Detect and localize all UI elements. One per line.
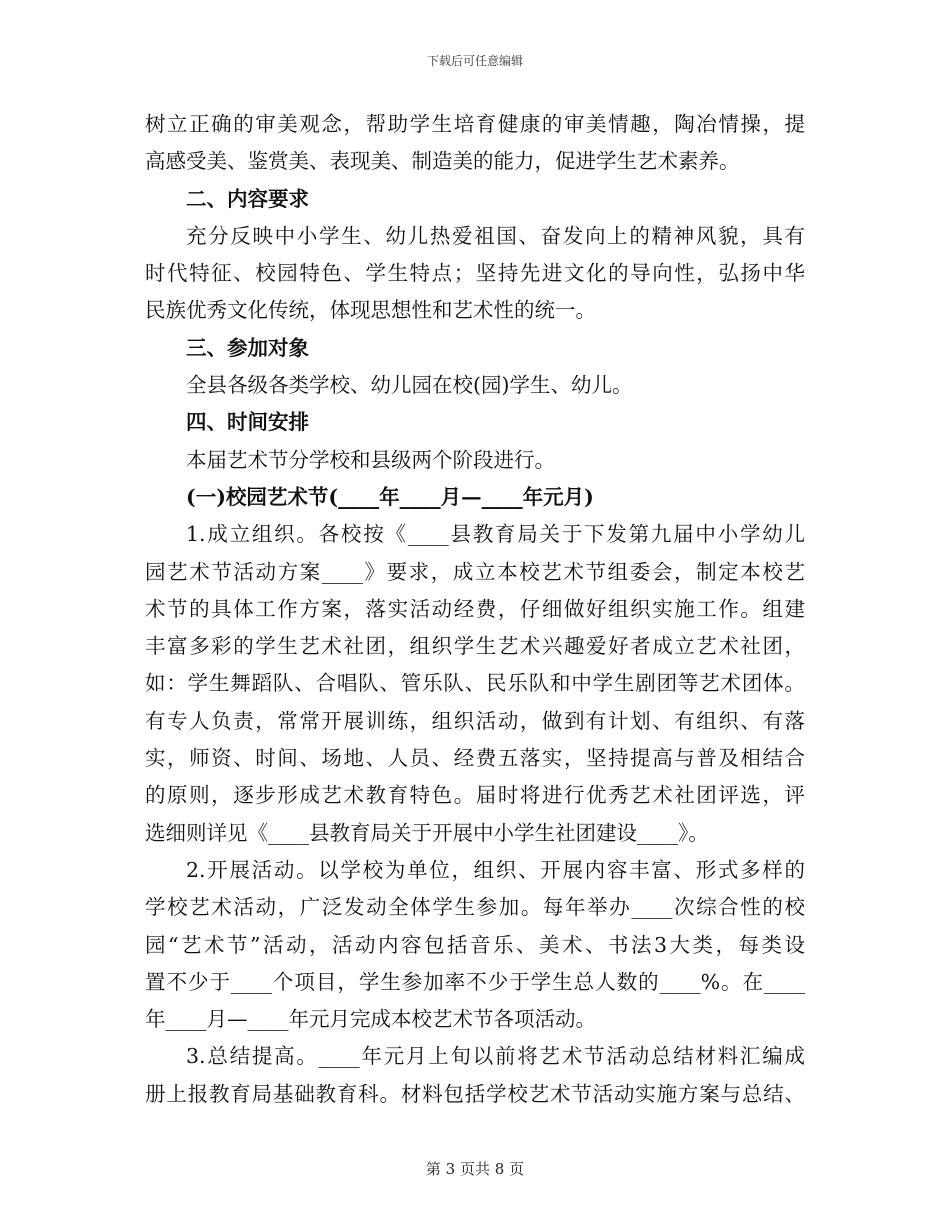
document-body xyxy=(145,106,805,1113)
paragraph-line: 置不少于____个项目，学生参加率不少于学生总人数的____%。在____ xyxy=(145,969,805,994)
paragraph-line: 2.开展活动。以学校为单位，组织、开展内容丰富、形式多样的 xyxy=(186,857,805,882)
paragraph-line: 本届艺术节分学校和县级两个阶段进行。 xyxy=(186,447,555,472)
paragraph-line: 民族优秀文化传统，体现思想性和艺术性的统一。 xyxy=(145,298,596,323)
paragraph-line: 高感受美、鉴赏美、表现美、制造美的能力，促进学生艺术素养。 xyxy=(145,149,740,174)
paragraph-line: 学校艺术活动，广泛发动全体学生参加。每年举办____次综合性的校 xyxy=(145,895,805,920)
section-heading: 三、参加对象 xyxy=(186,335,309,360)
paragraph-line: 年____月—____年元月完成本校艺术节各项活动。 xyxy=(145,1007,596,1032)
paragraph-line: 如：学生舞蹈队、合唱队、管乐队、民乐队和中学生剧团等艺术团体。 xyxy=(145,671,805,696)
section-heading: 四、时间安排 xyxy=(186,410,309,435)
paragraph-line: 园艺术节活动方案____》要求，成立本校艺术节组委会，制定本校艺 xyxy=(145,559,805,584)
paragraph-line: 树立正确的审美观念，帮助学生培育健康的审美情趣，陶冶情操，提 xyxy=(145,112,805,136)
paragraph-line: 选细则详见《____县教育局关于开展中小学生社团建设____》。 xyxy=(145,820,709,845)
paragraph-line: 实，师资、时间、场地、人员、经费五落实，坚持提高与普及相结合 xyxy=(145,746,805,771)
paragraph-line: 充分反映中小学生、幼儿热爱祖国、奋发向上的精神风貌，具有 xyxy=(186,223,805,248)
paragraph-line: 1.成立组织。各校按《____县教育局关于下发第九届中小学幼儿 xyxy=(186,522,805,547)
page-header: 下载后可任意编辑 xyxy=(426,54,523,68)
paragraph-line: 有专人负责，常常开展训练，组织活动，做到有计划、有组织、有落 xyxy=(145,708,805,733)
paragraph-line: 册上报教育局基础教育科。材料包括学校艺术节活动实施方案与总结、 xyxy=(145,1081,805,1106)
page-footer: 第 3 页共 8 页 xyxy=(425,1160,525,1178)
paragraph-line: 丰富多彩的学生艺术社团，组织学生艺术兴趣爱好者成立艺术社团， xyxy=(145,634,805,659)
paragraph-line: 3.总结提高。____年元月上旬以前将艺术节活动总结材料汇编成 xyxy=(186,1044,805,1069)
paragraph-line: 园“艺术节”活动，活动内容包括音乐、美术、书法3大类，每类设 xyxy=(145,932,805,957)
paragraph-line: 术节的具体工作方案，落实活动经费，仔细做好组织实施工作。组建 xyxy=(145,596,805,621)
paragraph-line: 的原则，逐步形成艺术教育特色。届时将进行优秀艺术社团评选，评 xyxy=(145,783,805,808)
paragraph-line: 时代特征、校园特色、学生特点；坚持先进文化的导向性，弘扬中华 xyxy=(145,261,805,286)
section-heading: 二、内容要求 xyxy=(186,186,309,211)
paragraph-line: 全县各级各类学校、幼儿园在校(园)学生、幼儿。 xyxy=(186,373,633,398)
section-heading: (一)校园艺术节(____年____月—____年元月) xyxy=(186,484,594,509)
